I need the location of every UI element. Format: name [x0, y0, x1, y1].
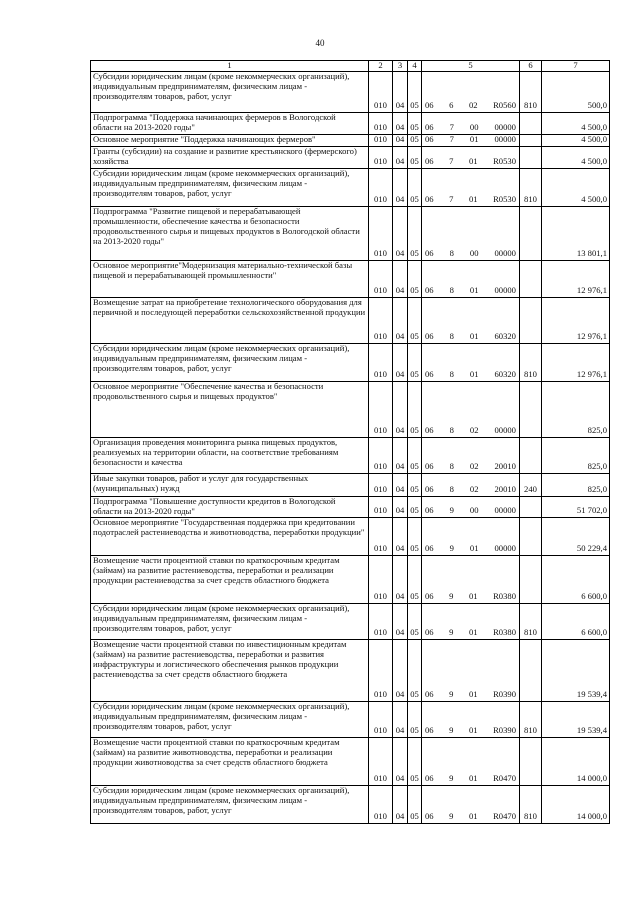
target-article-part: 8: [449, 425, 454, 435]
admin-code-cell: 010: [369, 603, 393, 639]
target-article-part: 00000: [494, 505, 516, 515]
target-article-part: 06: [425, 591, 434, 601]
expense-type-cell: [520, 113, 542, 135]
table-row: [91, 72, 610, 113]
item-name-cell: Возмещение части процентной ставки по краткосрочным кредитам (займам) на развитие животноводства, переработки и реализации продукции животноводства за счет средств областного бюджета: [91, 737, 369, 785]
target-article-part: 02: [469, 461, 479, 471]
section-code-cell: 04: [393, 113, 408, 135]
target-article-part: 00: [469, 122, 479, 133]
subsection-code-cell: 05: [408, 473, 422, 496]
amount-cell: 6 600,0: [542, 603, 610, 639]
admin-code-cell: 010: [369, 473, 393, 496]
amount-cell: 13 801,1: [542, 206, 610, 260]
section-code-cell: 04: [393, 603, 408, 639]
target-article-part: R0380: [493, 591, 516, 601]
target-article-cell: [422, 343, 520, 381]
target-article-part: R0560: [493, 100, 516, 111]
target-article-cell: [422, 135, 520, 147]
table-row: [91, 113, 610, 135]
section-code-cell: 04: [393, 639, 408, 701]
target-article-part: 02: [469, 425, 479, 435]
table-row: [91, 206, 610, 260]
target-article-cell: [422, 297, 520, 343]
target-article-code: [422, 426, 519, 436]
target-article-part: 9: [449, 689, 454, 699]
target-article-part: 06: [425, 285, 434, 295]
item-name-cell: Иные закупки товаров, работ и услуг для государственных (муниципальных) нужд: [91, 473, 369, 496]
subsection-code-cell: 05: [408, 72, 422, 113]
item-name-cell: Основное мероприятие "Государственная поддержка при кредитовании подотраслей растениеводства и животноводства, переработки продукции": [91, 517, 369, 555]
target-article-cell: [422, 206, 520, 260]
target-article-part: 01: [469, 134, 479, 144]
target-article-part: 02: [469, 484, 479, 494]
expense-type-cell: [520, 146, 542, 168]
target-article-part: 06: [425, 689, 434, 699]
target-article-part: 9: [449, 725, 454, 735]
item-name-cell: Субсидии юридическим лицам (кроме некоммерческих организаций), индивидуальным предпринимателям, физическим лицам - производителям товаров, работ, услуг: [91, 785, 369, 823]
admin-code-cell: 010: [369, 146, 393, 168]
amount-cell: 500,0: [542, 72, 610, 113]
target-article-part: 06: [425, 461, 434, 471]
target-article-part: 06: [425, 773, 434, 783]
target-article-part: 01: [468, 689, 478, 699]
table-row: [91, 381, 610, 437]
amount-cell: 12 976,1: [542, 260, 610, 297]
target-article-part: 06: [425, 627, 434, 637]
subsection-code-cell: 05: [408, 168, 422, 206]
admin-code-cell: 010: [369, 168, 393, 206]
expense-type-cell: [520, 496, 542, 517]
admin-code-cell: 010: [369, 113, 393, 135]
expense-type-cell: 240: [520, 473, 542, 496]
target-article-part: 01: [469, 285, 479, 295]
amount-cell: 825,0: [542, 437, 610, 473]
target-article-code: [422, 812, 519, 822]
section-code-cell: 04: [393, 297, 408, 343]
budget-table: [90, 60, 610, 824]
subsection-code-cell: 05: [408, 785, 422, 823]
target-article-code: [422, 286, 519, 296]
target-article-part: 06: [425, 505, 434, 515]
target-article-part: 8: [449, 484, 454, 494]
item-name-cell: Основное мероприятие "Поддержка начинающих фермеров": [91, 135, 369, 147]
admin-code-cell: 010: [369, 496, 393, 517]
admin-code-cell: 010: [369, 297, 393, 343]
item-name-cell: Возмещение части процентной ставки по краткосрочным кредитам (займам) на развитие растениеводства, переработки и реализации продукции растениеводства за счет средств областного бюджета: [91, 555, 369, 603]
target-article-code: [422, 101, 519, 111]
amount-cell: 12 976,1: [542, 343, 610, 381]
table-row: [91, 437, 610, 473]
amount-cell: 50 229,4: [542, 517, 610, 555]
admin-code-cell: 010: [369, 555, 393, 603]
target-article-part: 6: [449, 100, 454, 111]
target-article-part: 8: [449, 285, 454, 295]
item-name-cell: Возмещение части процентной ставки по инвестиционным кредитам (займам) на развитие растениеводства, переработки и развития инфраструктуры и логистического обеспечения рынков продукции растениеводства за счет средств областного бюджета: [91, 639, 369, 701]
admin-code-cell: 010: [369, 72, 393, 113]
target-article-part: 01: [469, 331, 479, 341]
admin-code-cell: 010: [369, 785, 393, 823]
table-row: [91, 473, 610, 496]
item-name-cell: Основное мероприятие "Обеспечение качества и безопасности продовольственного сырья и пищевых продуктов": [91, 381, 369, 437]
target-article-code: [422, 485, 519, 495]
admin-code-cell: 010: [369, 135, 393, 147]
target-article-code: [422, 123, 519, 133]
subsection-code-cell: 05: [408, 135, 422, 147]
target-article-part: 01: [468, 773, 478, 783]
target-article-part: 06: [425, 156, 434, 166]
item-name-cell: Основное мероприятие"Модернизация материально-технической базы пищевой и перерабатывающей промышленности": [91, 260, 369, 297]
expense-type-cell: 810: [520, 785, 542, 823]
item-name-cell: Субсидии юридическим лицам (кроме некоммерческих организаций), индивидуальным предпринимателям, физическим лицам - производителям товаров, работ, услуг: [91, 343, 369, 381]
target-article-part: R0390: [493, 725, 516, 735]
target-article-part: R0470: [493, 773, 516, 783]
section-code-cell: 04: [393, 72, 408, 113]
target-article-part: 01: [468, 725, 478, 735]
target-article-part: 00000: [494, 134, 516, 144]
target-article-part: 8: [449, 461, 454, 471]
column-header: 3: [393, 61, 408, 72]
amount-cell: 19 539,4: [542, 701, 610, 737]
section-code-cell: 04: [393, 473, 408, 496]
amount-cell: 14 000,0: [542, 785, 610, 823]
admin-code-cell: 010: [369, 381, 393, 437]
expense-type-cell: [520, 517, 542, 555]
item-name-cell: Возмещение затрат на приобретение технологического оборудования для первичной и последующей переработки сельскохозяйственной продукции: [91, 297, 369, 343]
table-row: [91, 701, 610, 737]
amount-cell: 825,0: [542, 381, 610, 437]
target-article-part: R0470: [493, 811, 516, 821]
table-row: [91, 496, 610, 517]
admin-code-cell: 010: [369, 701, 393, 737]
target-article-part: 06: [425, 425, 434, 435]
target-article-part: 01: [469, 543, 479, 553]
target-article-part: 06: [425, 100, 434, 111]
item-name-cell: Подпрограмма "Поддержка начинающих фермеров в Вологодской области на 2013-2020 годы": [91, 113, 369, 135]
section-code-cell: 04: [393, 206, 408, 260]
subsection-code-cell: 05: [408, 113, 422, 135]
column-header: 7: [542, 61, 610, 72]
target-article-code: [422, 726, 519, 736]
target-article-cell: [422, 603, 520, 639]
column-header: 4: [408, 61, 422, 72]
item-name-cell: Организация проведения мониторинга рынка пищевых продуктов, реализуемых на территории области, на соответствие требованиям безопасности и качества: [91, 437, 369, 473]
target-article-part: 00000: [494, 285, 516, 295]
table-row: [91, 517, 610, 555]
section-code-cell: 04: [393, 381, 408, 437]
expense-type-cell: 810: [520, 343, 542, 381]
target-article-cell: [422, 113, 520, 135]
table-row: [91, 343, 610, 381]
expense-type-cell: 810: [520, 72, 542, 113]
target-article-part: 9: [449, 543, 454, 553]
target-article-code: [422, 249, 519, 259]
subsection-code-cell: 05: [408, 639, 422, 701]
amount-cell: 12 976,1: [542, 297, 610, 343]
target-article-part: 8: [449, 331, 454, 341]
target-article-part: 06: [425, 122, 434, 133]
target-article-part: 7: [449, 194, 454, 204]
table-row: [91, 785, 610, 823]
target-article-part: R0390: [493, 689, 516, 699]
target-article-cell: [422, 72, 520, 113]
target-article-part: 06: [425, 134, 434, 144]
admin-code-cell: 010: [369, 737, 393, 785]
section-code-cell: 04: [393, 517, 408, 555]
target-article-part: 01: [469, 369, 479, 379]
section-code-cell: 04: [393, 785, 408, 823]
table-row: [91, 146, 610, 168]
target-article-cell: [422, 437, 520, 473]
table-row: [91, 168, 610, 206]
target-article-part: 9: [449, 773, 454, 783]
subsection-code-cell: 05: [408, 555, 422, 603]
expense-type-cell: [520, 639, 542, 701]
target-article-part: 00000: [494, 122, 516, 133]
amount-cell: 51 702,0: [542, 496, 610, 517]
expense-type-cell: [520, 737, 542, 785]
target-article-code: [422, 774, 519, 784]
target-article-part: 06: [425, 248, 434, 258]
target-article-part: 02: [468, 100, 478, 111]
target-article-part: R0530: [493, 156, 516, 166]
amount-cell: 4 500,0: [542, 146, 610, 168]
item-name-cell: Подпрограмма "Повышение доступности кредитов в Вологодской области на 2013-2020 годы": [91, 496, 369, 517]
section-code-cell: 04: [393, 555, 408, 603]
target-article-part: 01: [468, 811, 478, 821]
target-article-code: [422, 195, 519, 205]
target-article-code: [422, 690, 519, 700]
target-article-code: [422, 506, 519, 516]
target-article-part: 60320: [494, 369, 516, 379]
target-article-part: 06: [425, 543, 434, 553]
target-article-part: 20010: [494, 484, 516, 494]
target-article-part: 8: [449, 369, 454, 379]
section-code-cell: 04: [393, 437, 408, 473]
target-article-cell: [422, 639, 520, 701]
amount-cell: 4 500,0: [542, 135, 610, 147]
amount-cell: 6 600,0: [542, 555, 610, 603]
expense-type-cell: [520, 381, 542, 437]
target-article-code: [422, 592, 519, 602]
subsection-code-cell: 05: [408, 343, 422, 381]
expense-type-cell: [520, 206, 542, 260]
target-article-part: 00000: [494, 248, 516, 258]
column-header: 1: [91, 61, 369, 72]
table-header-row: [91, 61, 610, 72]
target-article-part: 7: [449, 122, 454, 133]
section-code-cell: 04: [393, 496, 408, 517]
expense-type-cell: [520, 135, 542, 147]
subsection-code-cell: 05: [408, 381, 422, 437]
subsection-code-cell: 05: [408, 496, 422, 517]
target-article-cell: [422, 517, 520, 555]
item-name-cell: Субсидии юридическим лицам (кроме некоммерческих организаций), индивидуальным предпринимателям, физическим лицам - производителям товаров, работ, услуг: [91, 603, 369, 639]
amount-cell: 4 500,0: [542, 113, 610, 135]
amount-cell: 14 000,0: [542, 737, 610, 785]
expense-type-cell: [520, 260, 542, 297]
table-row: [91, 555, 610, 603]
item-name-cell: Гранты (субсидии) на создание и развитие крестьянского (фермерского) хозяйства: [91, 146, 369, 168]
target-article-cell: [422, 496, 520, 517]
subsection-code-cell: 05: [408, 437, 422, 473]
target-article-part: 9: [449, 591, 454, 601]
target-article-code: [422, 157, 519, 167]
column-header: 5: [422, 61, 520, 72]
admin-code-cell: 010: [369, 517, 393, 555]
target-article-code: [422, 332, 519, 342]
amount-cell: 4 500,0: [542, 168, 610, 206]
target-article-code: [422, 135, 519, 145]
target-article-part: 01: [468, 156, 478, 166]
page-number: 40: [315, 38, 325, 48]
target-article-cell: [422, 168, 520, 206]
target-article-part: 00: [469, 505, 479, 515]
table-row: [91, 737, 610, 785]
item-name-cell: Подпрограмма "Развитие пищевой и перерабатывающей промышленности, обеспечение качества и безопасности продовольственного сырья и пищевых продуктов в Вологодской области на 2013-2020 годы": [91, 206, 369, 260]
target-article-part: 9: [449, 505, 454, 515]
target-article-part: 8: [449, 248, 454, 258]
subsection-code-cell: 05: [408, 206, 422, 260]
target-article-part: 7: [449, 134, 454, 144]
subsection-code-cell: 05: [408, 517, 422, 555]
target-article-part: 06: [425, 811, 434, 821]
target-article-cell: [422, 785, 520, 823]
admin-code-cell: 010: [369, 639, 393, 701]
section-code-cell: 04: [393, 701, 408, 737]
target-article-cell: [422, 381, 520, 437]
admin-code-cell: 010: [369, 206, 393, 260]
target-article-cell: [422, 146, 520, 168]
section-code-cell: 04: [393, 737, 408, 785]
item-name-cell: Субсидии юридическим лицам (кроме некоммерческих организаций), индивидуальным предпринимателям, физическим лицам - производителям товаров, работ, услуг: [91, 701, 369, 737]
section-code-cell: 04: [393, 146, 408, 168]
target-article-cell: [422, 737, 520, 785]
item-name-cell: Субсидии юридическим лицам (кроме некоммерческих организаций), индивидуальным предпринимателям, физическим лицам - производителям товаров, работ, услуг: [91, 72, 369, 113]
target-article-part: R0380: [493, 627, 516, 637]
target-article-part: 9: [449, 627, 454, 637]
table-row: [91, 297, 610, 343]
expense-type-cell: [520, 555, 542, 603]
target-article-part: 06: [425, 194, 434, 204]
subsection-code-cell: 05: [408, 146, 422, 168]
table-row: [91, 603, 610, 639]
target-article-cell: [422, 701, 520, 737]
target-article-part: 06: [425, 331, 434, 341]
target-article-part: 7: [449, 156, 454, 166]
target-article-code: [422, 462, 519, 472]
target-article-part: 00000: [494, 425, 516, 435]
expense-type-cell: 810: [520, 603, 542, 639]
target-article-part: 01: [468, 591, 478, 601]
table-row: [91, 639, 610, 701]
expense-type-cell: 810: [520, 701, 542, 737]
target-article-part: 00: [469, 248, 479, 258]
target-article-code: [422, 628, 519, 638]
section-code-cell: 04: [393, 168, 408, 206]
section-code-cell: 04: [393, 260, 408, 297]
target-article-code: [422, 370, 519, 380]
subsection-code-cell: 05: [408, 603, 422, 639]
subsection-code-cell: 05: [408, 701, 422, 737]
admin-code-cell: 010: [369, 343, 393, 381]
subsection-code-cell: 05: [408, 737, 422, 785]
section-code-cell: 04: [393, 343, 408, 381]
column-header: 2: [369, 61, 393, 72]
amount-cell: 825,0: [542, 473, 610, 496]
expense-type-cell: [520, 437, 542, 473]
target-article-cell: [422, 260, 520, 297]
target-article-cell: [422, 473, 520, 496]
column-header: 6: [520, 61, 542, 72]
table-row: [91, 135, 610, 147]
expense-type-cell: 810: [520, 168, 542, 206]
section-code-cell: 04: [393, 135, 408, 147]
admin-code-cell: 010: [369, 260, 393, 297]
expense-type-cell: [520, 297, 542, 343]
target-article-cell: [422, 555, 520, 603]
target-article-part: 20010: [494, 461, 516, 471]
amount-cell: 19 539,4: [542, 639, 610, 701]
table-row: [91, 260, 610, 297]
item-name-cell: Субсидии юридическим лицам (кроме некоммерческих организаций), индивидуальным предпринимателям, физическим лицам - производителям товаров, работ, услуг: [91, 168, 369, 206]
admin-code-cell: 010: [369, 437, 393, 473]
target-article-part: 60320: [494, 331, 516, 341]
target-article-code: [422, 544, 519, 554]
target-article-part: 06: [425, 369, 434, 379]
target-article-part: 01: [468, 627, 478, 637]
subsection-code-cell: 05: [408, 297, 422, 343]
target-article-part: 06: [425, 725, 434, 735]
target-article-part: 06: [425, 484, 434, 494]
target-article-part: 01: [468, 194, 478, 204]
target-article-part: 9: [449, 811, 454, 821]
subsection-code-cell: 05: [408, 260, 422, 297]
target-article-part: R0530: [493, 194, 516, 204]
target-article-part: 00000: [494, 543, 516, 553]
